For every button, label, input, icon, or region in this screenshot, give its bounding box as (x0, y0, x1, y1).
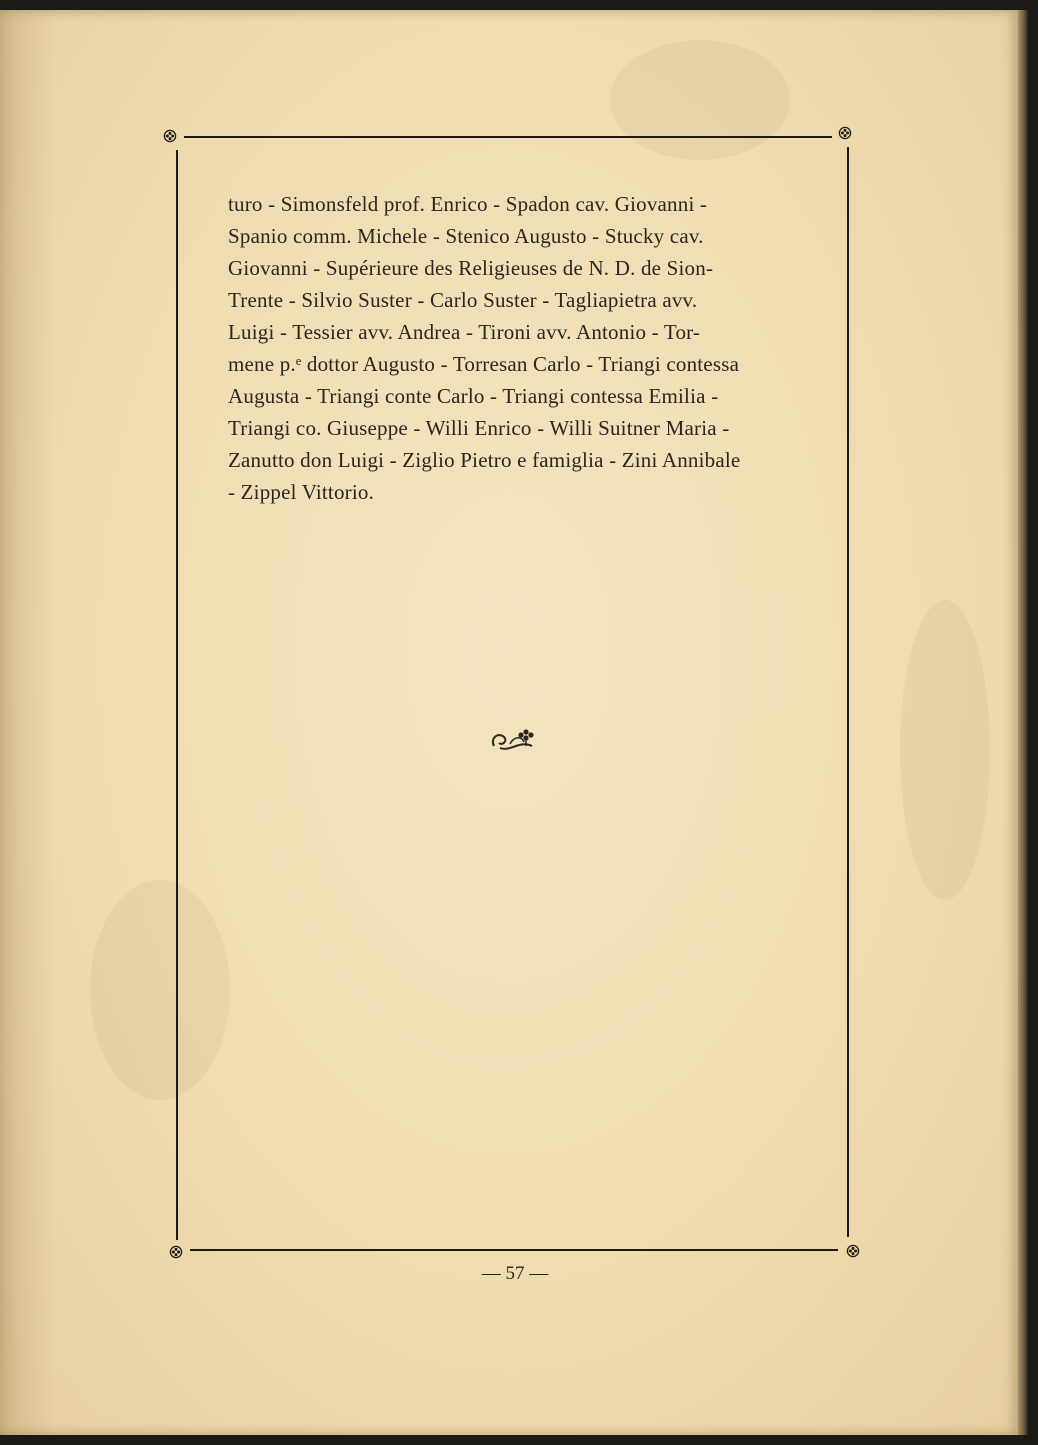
paper-stain (610, 40, 790, 160)
frame-top-rule (184, 136, 832, 138)
text-line: Spanio comm. Michele - Stenico Augusto - Stucky cav. (228, 224, 704, 248)
corner-rosette-icon (846, 1244, 860, 1258)
frame-left-rule (176, 150, 178, 1240)
floral-vignette-icon (480, 724, 550, 754)
frame-bottom-rule (190, 1249, 838, 1251)
gutter-shadow (0, 10, 56, 1435)
paper-stain (900, 600, 990, 900)
paper-stain (90, 880, 230, 1100)
page-edge (1018, 10, 1028, 1435)
text-line: mene p.ᵉ dottor Augusto - Torresan Carlo - Triangi contessa (228, 352, 740, 376)
name-list-paragraph (228, 188, 796, 508)
text-line: Zanutto don Luigi - Ziglio Pietro e famiglia - Zini Annibale (228, 448, 741, 472)
text-line: turo - Simonsfeld prof. Enrico - Spadon cav. Giovanni - (228, 192, 708, 216)
corner-rosette-icon (163, 129, 177, 143)
corner-rosette-icon (838, 126, 852, 140)
text-line: Triangi co. Giuseppe - Willi Enrico - Willi Suitner Maria - (228, 416, 730, 440)
frame-right-rule (847, 147, 849, 1237)
corner-rosette-icon (169, 1245, 183, 1259)
text-line: Trente - Silvio Suster - Carlo Suster - Tagliapietra avv. (228, 288, 698, 312)
text-line: Augusta - Triangi conte Carlo - Triangi contessa Emilia - (228, 384, 719, 408)
text-line: - Zippel Vittorio. (228, 480, 375, 504)
text-line: Luigi - Tessier avv. Andrea - Tironi avv. Antonio - Tor- (228, 320, 701, 344)
page-number: — 57 — (481, 1263, 549, 1284)
text-line: Giovanni - Supérieure des Religieuses de N. D. de Sion- (228, 256, 714, 280)
